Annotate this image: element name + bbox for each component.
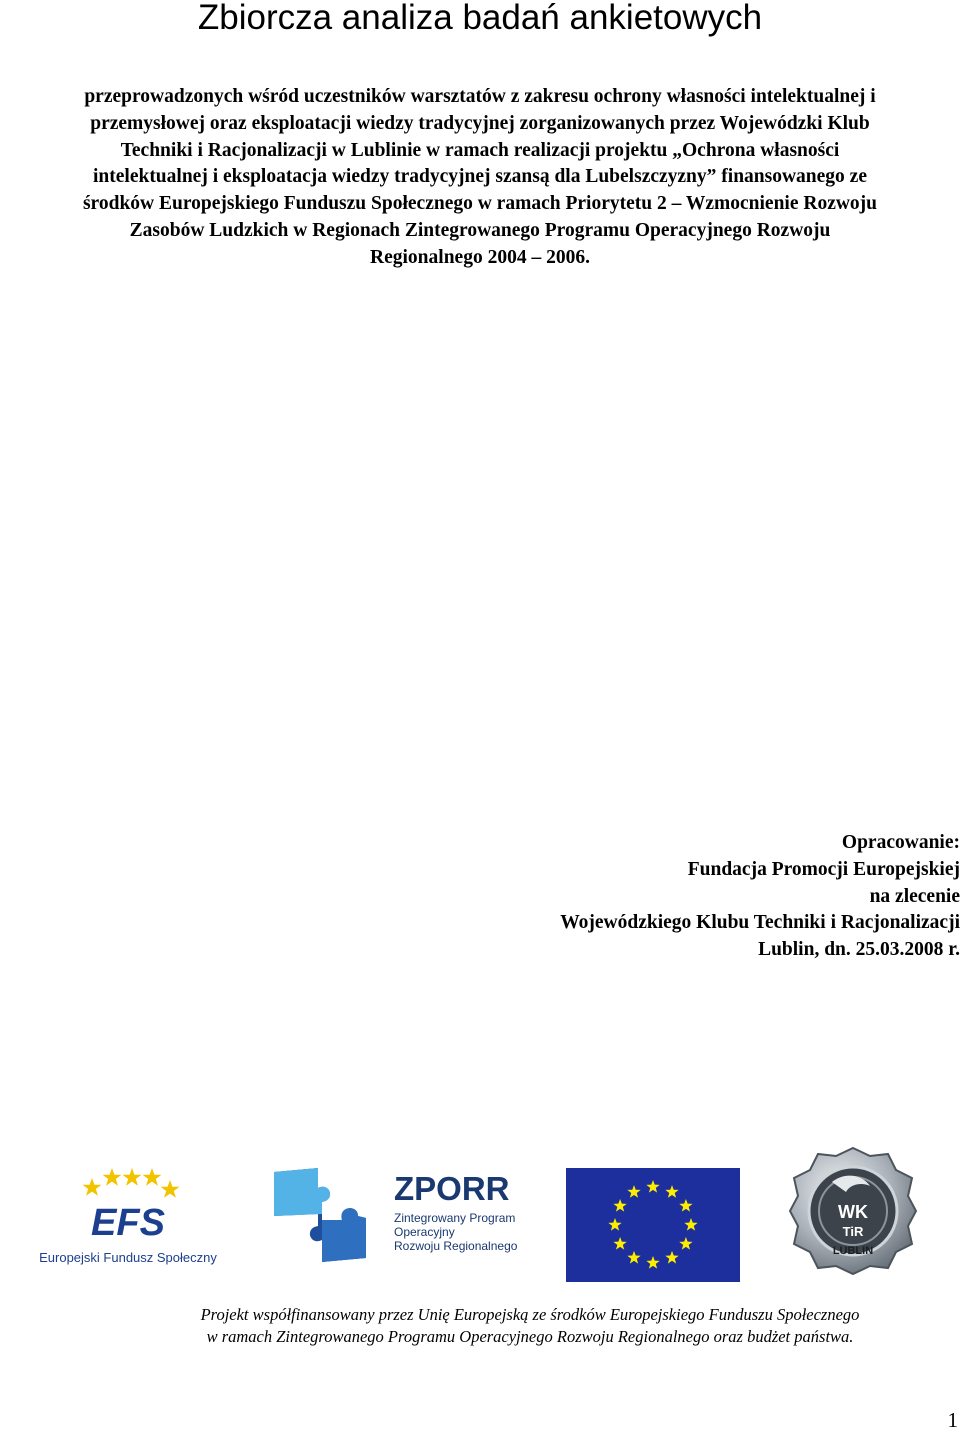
footer-line: w ramach Zintegrowanego Programu Operacyjnego Rozwoju Regionalnego oraz budżet państwa. bbox=[206, 1327, 854, 1346]
puzzle-icon bbox=[274, 1168, 366, 1262]
efs-caption: Europejski Fundusz Społeczny bbox=[39, 1250, 217, 1265]
wktir-top: WK bbox=[838, 1202, 868, 1222]
footer-line: Projekt współfinansowany przez Unię Europejską ze środków Europejskiego Funduszu Społecznego bbox=[200, 1305, 860, 1324]
credits-block bbox=[560, 830, 960, 964]
wktir-logo bbox=[788, 1146, 918, 1276]
logo-strip bbox=[0, 1140, 960, 1290]
wktir-city: LUBLIN bbox=[832, 1245, 874, 1257]
credits-label: Opracowanie: bbox=[841, 832, 960, 853]
zporr-line2: Operacyjny bbox=[394, 1225, 455, 1239]
page-number: 1 bbox=[947, 1408, 958, 1432]
zporr-line3: Rozwoju Regionalnego bbox=[394, 1239, 517, 1253]
zporr-mark: ZPORR bbox=[394, 1170, 510, 1207]
document-title: Zbiorcza analiza badań ankietowych bbox=[197, 0, 763, 37]
funding-footer bbox=[0, 1304, 960, 1348]
intro-line: Zasobów Ludzkich w Regionach Zintegrowanego Programu Operacyjnego Rozwoju bbox=[129, 219, 831, 241]
wktir-bottom: TiR bbox=[842, 1224, 864, 1239]
intro-line: Regionalnego 2004 – 2006. bbox=[370, 246, 590, 268]
intro-line: środków Europejskiego Funduszu Społecznego w ramach Priorytetu 2 – Wzmocnienie Rozwoju bbox=[82, 193, 878, 215]
zporr-logo bbox=[272, 1166, 517, 1264]
intro-line: Techniki i Racjonalizacji w Lublinie w ramach realizacji projektu „Ochrona własności bbox=[120, 139, 840, 161]
intro-paragraph bbox=[0, 84, 960, 272]
intro-line: przemysłowej oraz eksploatacji wiedzy tradycyjnej zorganizowanych przez Wojewódzki Klub bbox=[90, 112, 870, 134]
efs-mark: EFS bbox=[91, 1202, 165, 1244]
efs-logo bbox=[32, 1156, 227, 1276]
credits-client: Wojewódzkiego Klubu Techniki i Racjonalizacji bbox=[560, 912, 960, 934]
credits-commission: na zlecenie bbox=[869, 885, 960, 907]
credits-author: Fundacja Promocji Europejskiej bbox=[687, 858, 960, 880]
credits-place-date: Lublin, dn. 25.03.2008 r. bbox=[758, 939, 960, 961]
zporr-line1: Zintegrowany Program bbox=[394, 1211, 516, 1225]
intro-line: przeprowadzonych wśród uczestników warsztatów z zakresu ochrony własności intelektualnej i bbox=[84, 86, 876, 107]
eu-flag-icon bbox=[566, 1168, 740, 1282]
intro-line: intelektualnej i eksploatacja wiedzy tradycyjnej szansą dla Lubelszczyzny” finansowanego ze bbox=[92, 166, 867, 188]
